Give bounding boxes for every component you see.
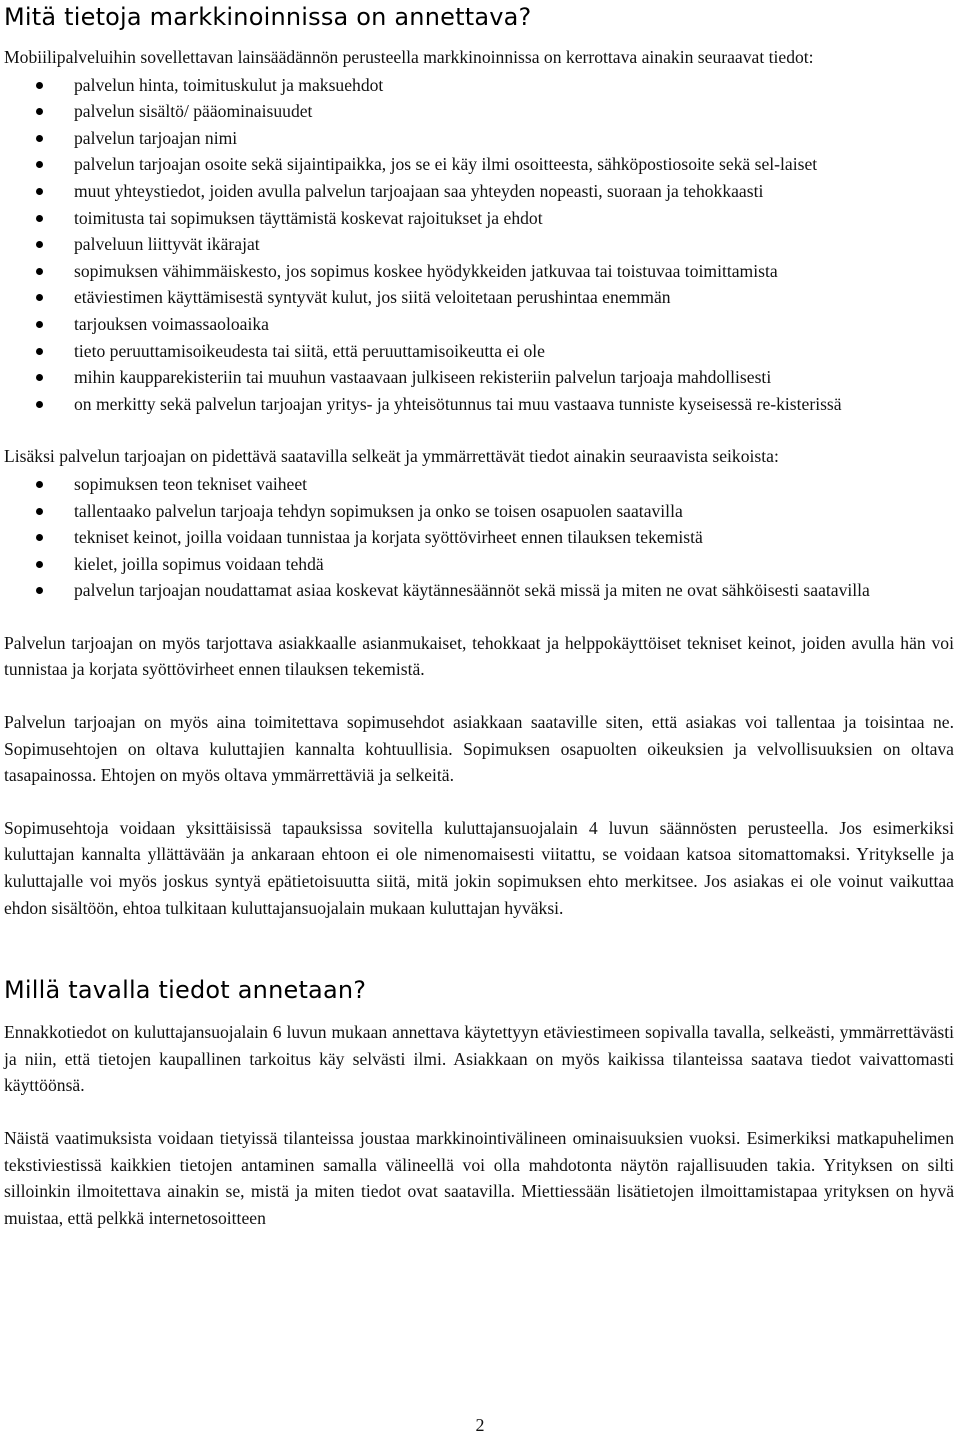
page-number: 2 [475,1415,485,1435]
bullet-icon [36,321,43,328]
intro-paragraph: Mobiilipalveluihin sovellettavan lainsäädännön perusteella markkinoinnissa on kerrottava ainakin seuraavat tiedot: [4,47,814,67]
bullet-icon [36,268,43,275]
bullet-icon [36,108,43,115]
bullet-icon [36,481,43,488]
bullet-icon [36,348,43,355]
body-paragraph: Palvelun tarjoajan on myös aina toimitettava sopimusehdot asiakkaan saataville siten, että asiakas voi tallentaa ja toisintaa ne. Sopimusehtojen on oltava kuluttajien kannalta kohtuullisia. Sopimuksen osapuolten oikeuksien ja velvollisuuksien on oltava tasapainossa. Ehtojen on myös oltava ymmärrettäviä ja selkeitä. [4,712,954,786]
required-info-list [4,72,954,418]
bullet-icon [36,135,43,142]
bullet-icon [36,534,43,541]
body-paragraph: Ennakkotiedot on kuluttajansuojalain 6 luvun mukaan annettava käytettyyn etäviestimeen sopivalla tavalla, selkeästi, ymmärrettävästi ja niin, että tietojen kaupallinen tarkoitus käy selvästi ilmi. Asiakkaan on myös kaikissa tilanteissa saatava tiedot vaivattomasti käyttöönsä. [4,1022,954,1096]
list-item: palvelun sisältö/ pääominaisuudet [4,98,954,125]
bullet-icon [36,561,43,568]
intro-paragraph-2: Lisäksi palvelun tarjoajan on pidettävä saatavilla selkeät ja ymmärrettävät tiedot ainakin seuraavista seikoista: [4,446,779,467]
list-item: on merkitty sekä palvelun tarjoajan yritys- ja yhteisötunnus tai muu vastaava tunniste kyseisessä re-kisterissä [4,391,954,418]
bullet-icon [36,294,43,301]
list-item: palvelun tarjoajan noudattamat asiaa koskevat käytännesäännöt sekä missä ja miten ne ovat sähköisesti saatavilla [4,577,954,604]
body-paragraph: Sopimusehtoja voidaan yksittäisissä tapauksissa sovitella kuluttajansuojalain 4 luvun säännösten perusteella. Jos esimerkiksi kuluttajan kannalta yllättävään ja ankaraan ehtoon ei ole nimenomaisesti viitattu, se voidaan katsoa sitomattomaksi. Yritykselle ja kuluttajalle voi myös joskus syntyä epätietoisuutta siitä, mitä jokin sopimuksen ehto merkitsee. Jos asiakas ei ole voinut vaikuttaa ehdon sisältöön, ehtoa tulkitaan kuluttajansuojalain mukaan kuluttajan hyväksi. [4,817,954,918]
list-item: tarjouksen voimassaoloaika [4,311,954,338]
body-paragraph: Näistä vaatimuksista voidaan tietyissä tilanteissa joustaa markkinointivälineen ominaisuuksien vuoksi. Esimerkiksi matkapuhelimen tekstiviestissä kaikkien tietojen antaminen samalla välineellä voi olla mahdotonta näytön rajallisuuden takia. Yrityksen on silti silloinkin ilmoitettava ainakin se, mistä ja miten tiedot ovat saatavilla. Miettiessään lisätietojen ilmoittamistapaa yrityksen on hyvä muistaa, että pelkkä internetosoitteen [4,1128,954,1228]
list-item: sopimuksen vähimmäiskesto, jos sopimus koskee hyödykkeiden jatkuvaa tai toistuvaa toimittamista [4,258,954,285]
list-item: mihin kaupparekisteriin tai muuhun vastaavaan julkiseen rekisteriin palvelun tarjoaja mahdollisesti [4,364,954,391]
body-paragraph: Palvelun tarjoajan on myös tarjottava asiakkaalle asianmukaiset, tehokkaat ja helppokäyttöiset tekniset keinot, joiden avulla hän voi tunnistaa ja korjata syöttövirheet ennen tilauksen tekemistä. [4,632,954,680]
list-item: etäviestimen käyttämisestä syntyvät kulut, jos siitä veloitetaan perushintaa enemmän [4,284,954,311]
available-info-list [4,471,954,604]
section-heading: Millä tavalla tiedot annetaan? [4,976,367,1005]
bullet-icon [36,508,43,515]
list-item: toimitusta tai sopimuksen täyttämistä koskevat rajoitukset ja ehdot [4,205,954,232]
bullet-icon [36,161,43,168]
bullet-icon [36,587,43,594]
list-item: sopimuksen teon tekniset vaiheet [4,471,954,498]
list-item: kielet, joilla sopimus voidaan tehdä [4,551,954,578]
list-item: palvelun hinta, toimituskulut ja maksuehdot [4,72,954,99]
list-item: tieto peruuttamisoikeudesta tai siitä, että peruuttamisoikeutta ei ole [4,338,954,365]
bullet-icon [36,401,43,408]
bullet-icon [36,82,43,89]
section-heading: Mitä tietoja markkinoinnissa on annettava? [4,3,532,31]
list-item: tekniset keinot, joilla voidaan tunnistaa ja korjata syöttövirheet ennen tilauksen tekemistä [4,524,954,551]
list-item: muut yhteystiedot, joiden avulla palvelun tarjoajaan saa yhteyden nopeasti, suoraan ja tehokkaasti [4,178,954,205]
bullet-icon [36,188,43,195]
bullet-icon [36,374,43,381]
list-item: palvelun tarjoajan osoite sekä sijaintipaikka, jos se ei käy ilmi osoitteesta, sähköpostiosoite sekä sel-laiset [4,151,954,178]
bullet-icon [36,241,43,248]
document-page [4,0,954,1231]
list-item: palveluun liittyvät ikärajat [4,231,954,258]
list-item: tallentaako palvelun tarjoaja tehdyn sopimuksen ja onko se toisen osapuolen saatavilla [4,498,954,525]
bullet-icon [36,215,43,222]
list-item: palvelun tarjoajan nimi [4,125,954,152]
